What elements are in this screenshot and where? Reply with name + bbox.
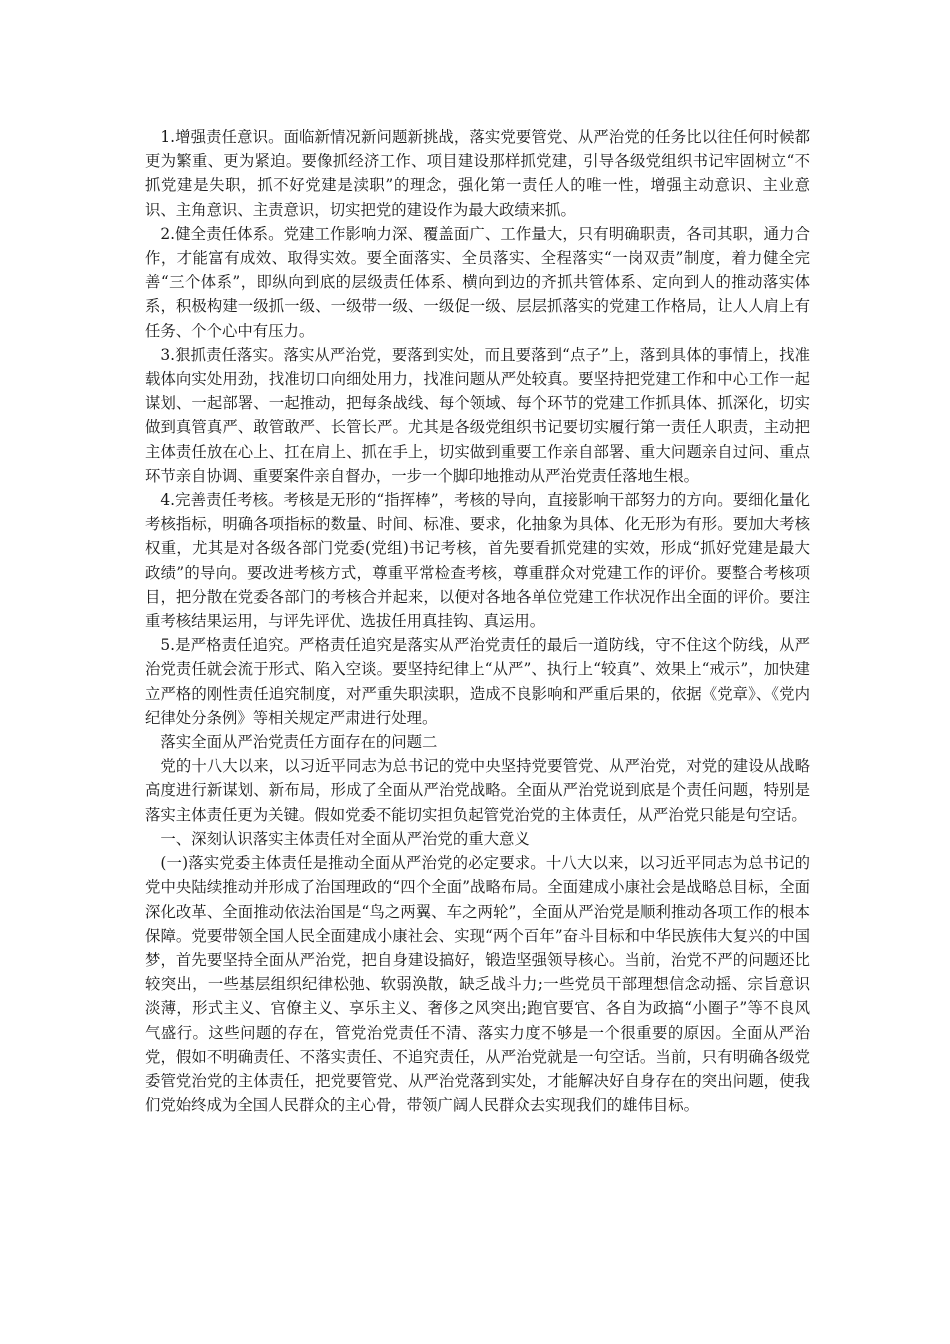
paragraph-responsibility-accountability: 5.是严格责任追究。严格责任追究是落实从严治党责任的最后一道防线，守不住这个防线，从严治党责任就会流于形式、陷入空谈。要坚持纪律上“从严”、执行上“较真”、效果上“戒示”，加快建立严格的刚性责任追究制度，对严重失职渎职，造成不良影响和严重后果的，依据《党章》、《党内纪律处分条例》等相关规定严肃进行处理。: [145, 636, 810, 727]
section-heading-problems: 落实全面从严治党责任方面存在的问题二: [160, 733, 438, 752]
paragraph-responsibility-implementation: 3.狠抓责任落实。落实从严治党，要落到实处，而且要落到“点子”上，落到具体的事情上，找准载体向实处用劲，找准切口向细处用力，找准问题从严处较真。要坚持把党建工作和中心工作一起谋划、一起部署、一起推动，把每条战线、每个领域、每个环节的党建工作抓具体、抓深化，切实做到真管真严、敢管敢严、长管长严。尤其是各级党组织书记要切实履行第一责任人职责，主动把主体责任放在心上、扛在肩上、抓在手上，切实做到重要工作亲自部署、重大问题亲自过问、重点环节亲自协调、重要案件亲自督办，一步一个脚印地推动从严治党责任落地生根。: [145, 345, 810, 485]
paragraph-responsibility-assessment: 4.完善责任考核。考核是无形的“指挥棒”，考核的导向，直接影响干部努力的方向。要细化量化考核指标，明确各项指标的数量、时间、标准、要求，化抽象为具体、化无形为有形。要加大考核权重，尤其是对各级各部门党委(党组)书记考核，首先要看抓党建的实效，形成“抓好党建是最大政绩”的导向。要改进考核方式，尊重平常检查考核，尊重群众对党建工作的评价。要整合考核项目，把分散在党委各部门的考核合并起来，以便对各地各单位党建工作状况作出全面的评价。要注重考核结果运用，与评先评优、选拔任用真挂钩、真运用。: [145, 491, 810, 631]
document-body: [145, 125, 810, 1117]
section-heading-significance: 一、深刻认识落实主体责任对全面从严治党的重大意义: [160, 829, 530, 848]
paragraph-party-congress: 党的十八大以来，以习近平同志为总书记的党中央坚持党要管党、从严治党，对党的建设从战略高度进行新谋划、新布局，形成了全面从严治党战略。全面从严治党说到底是个责任问题，特别是落实主体责任更为关键。假如党委不能切实担负起管党治党的主体责任，从严治党只能是句空话。: [145, 757, 810, 824]
paragraph-responsibility-awareness: 1.增强责任意识。面临新情况新问题新挑战，落实党要管党、从严治党的任务比以往任何时候都更为繁重、更为紧迫。要像抓经济工作、项目建设那样抓党建，引导各级党组织书记牢固树立“不抓党建是失职，抓不好党建是渎职”的理念，强化第一责任人的唯一性，增强主动意识、主业意识、主角意识、主责意识，切实把党的建设作为最大政绩来抓。: [145, 128, 810, 219]
paragraph-main-responsibility: (一)落实党委主体责任是推动全面从严治党的必定要求。十八大以来，以习近平同志为总书记的党中央陆续推动并形成了治国理政的“四个全面”战略布局。全面建成小康社会是战略总目标，全面深化改革、全面推动依法治国是“鸟之两翼、车之两轮”，全面从严治党是顺利推动各项工作的根本保障。党要带领全国人民全面建成小康社会、实现“两个百年”奋斗目标和中华民族伟大复兴的中国梦，首先要坚持全面从严治党，把自身建设搞好，锻造坚强领导核心。当前，治党不严的问题还比较突出，一些基层组织纪律松弛、软弱涣散，缺乏战斗力;一些党员干部理想信念动摇、宗旨意识淡薄，形式主义、官僚主义、享乐主义、奢侈之风突出;跑官要官、各自为政搞“小圈子”等不良风气盛行。这些问题的存在，管党治党责任不清、落实力度不够是一个很重要的原因。全面从严治党，假如不明确责任、不落实责任、不追究责任，从严治党就是一句空话。当前，只有明确各级党委管党治党的主体责任，把党要管党、从严治党落到实处，才能解决好自身存在的突出问题，使我们党始终成为全国人民群众的主心骨，带领广阔人民群众去实现我们的雄伟目标。: [145, 854, 810, 1115]
paragraph-responsibility-system: 2.健全责任体系。党建工作影响力深、覆盖面广、工作量大，只有明确职责，各司其职，通力合作，才能富有成效、取得实效。要全面落实、全员落实、全程落实“一岗双责”制度，着力健全完善“三个体系”，即纵向到底的层级责任体系、横向到边的齐抓共管体系、定向到人的推动落实体系，积极构建一级抓一级、一级带一级、一级促一级、层层抓落实的党建工作格局，让人人肩上有任务、个个心中有压力。: [145, 224, 810, 340]
